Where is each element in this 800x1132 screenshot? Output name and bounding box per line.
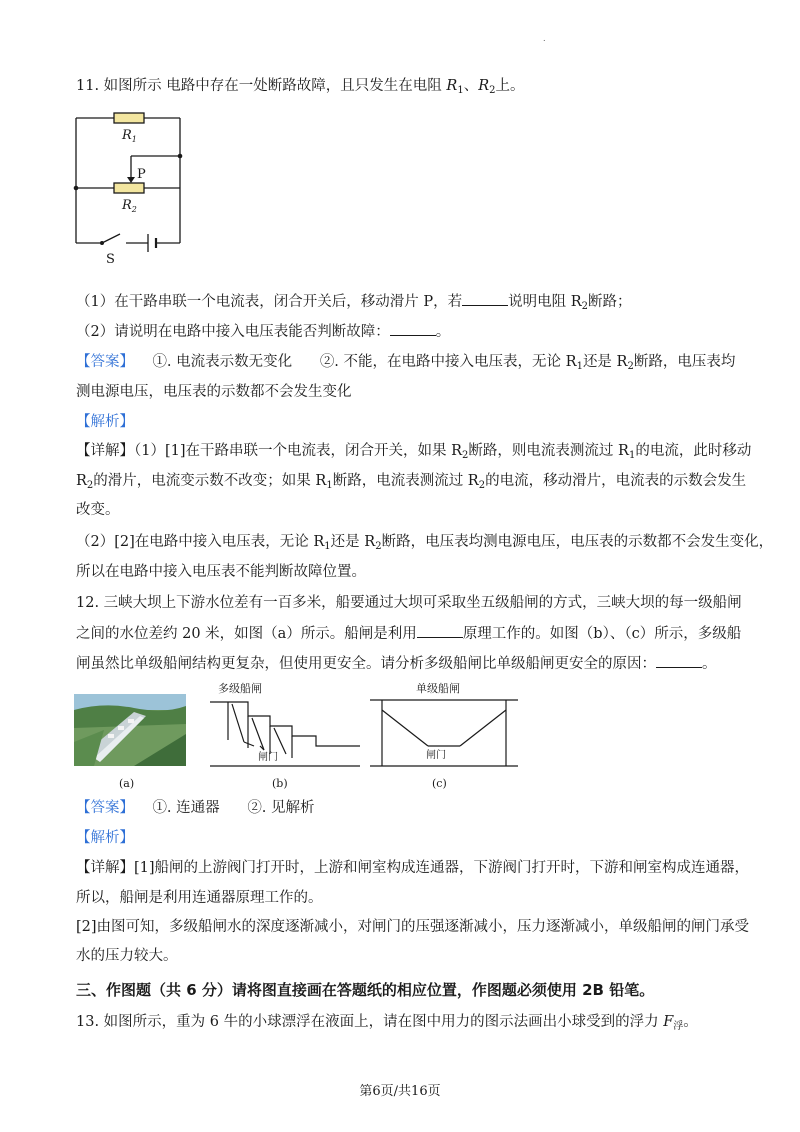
caption-a: (a) [119,777,135,790]
q13-stem: 13. 如图所示，重为 6 牛的小球漂浮在液面上，请在图中用力的图示法画出小球受到的浮力 $F_浮$。 [76,1014,698,1032]
q11-detail-4: （2）[2]在电路中接入电压表，无论 $R_1$还是 $R_2$断路，电压表均测电源电压，电压表的示数都不会发生变化， [76,534,774,552]
r1-label: $R_1$ [122,128,137,144]
q12-answer: 【答案】 ①. 连通器 ②. 见解析 [76,800,315,816]
q11-sub2: （2）请说明在电路中接入电压表能否判断故障： 。 [76,321,450,342]
answer-blank [417,623,463,638]
switch-label: S [106,252,115,267]
q11-answer-cont: 测电源电压，电压表的示数都不会发生变化 [76,384,352,400]
caption-b: (b) [272,777,288,790]
single-level-lock-diagram [368,680,522,772]
page-number: 第6页/共16页 [359,1084,441,1099]
answer-blank [390,321,436,336]
slider-label: P [137,167,146,182]
resistor-r1 [114,113,144,123]
slider-arrow-icon [127,177,135,183]
q12-detail-4: 水的压力较大。 [76,948,178,964]
answer-blank [656,653,702,668]
fig-c-gate-label: 闸门 [426,750,446,761]
q12-stem-2: 之间的水位差约 20 米，如图（a）所示。船闸是利用 原理工作的。如图（b）、（c）所示，多级船 [76,623,741,644]
caption-c: (c) [432,777,447,790]
q12-detail-2: 所以，船闸是利用连通器原理工作的。 [76,890,323,906]
q12-stem-3: 闸虽然比单级船闸结构更复杂，但使用更安全。请分析多级船闸比单级船闸更安全的原因： 。 [76,653,717,674]
q11-stem: 11. 如图所示 电路中存在一处断路故障，且只发生在电阻 $R_1$、$R_2$上。 [76,78,525,96]
fig-c-title: 单级船闸 [416,682,460,695]
switch-contact [100,241,104,245]
q11-analysis-tag: 【解析】 [76,414,134,430]
q11-answer: 【答案】 ①. 电流表示数无变化 ②. 不能，在电路中接入电压表，无论 $R_1$还是 $R_2$断路，电压表均 [76,354,736,372]
answer-tag: 【答案】 [76,800,134,816]
answer-blank [462,291,508,306]
q11-detail-5: 所以在电路中接入电压表不能判断故障位置。 [76,564,366,580]
ship-lock-photo [74,694,186,766]
q11-detail-2: $R_2$的滑片，电流变示数不改变；如果 $R_1$断路，电流表测流过 $R_2$的电流，移动滑片，电流表的示数会发生 [76,473,747,491]
circuit-diagram [66,108,196,270]
q12-stem-1: 12. 三峡大坝上下游水位差有一百多米，船要通过大坝可采取坐五级船闸的方式，三峡大坝的每一级船闸 [76,595,742,611]
q12-detail-3: [2]由图可知，多级船闸水的深度逐渐减小，对闸门的压强逐渐减小，压力逐渐减小，单级船闸的闸门承受 [76,919,750,935]
resistor-r2 [114,183,144,193]
corner-mark: . [543,34,546,43]
multi-level-lock-diagram [208,680,364,772]
answer-tag: 【答案】 [76,354,134,370]
q12-detail-1: 【详解】[1]船闸的上游阀门打开时，上游和闸室构成连通器，下游阀门打开时，下游和闸室构成连通器， [76,860,750,876]
q11-sub1: （1）在干路串联一个电流表，闭合开关后，移动滑片 P，若 说明电阻 $R_2$断路； [76,291,632,317]
fig-b-gate-label: 闸门 [258,752,278,763]
q11-detail-3: 改变。 [76,502,120,518]
section-heading: 三、作图题（共 6 分）请将图直接画在答题纸的相应位置，作图题必须使用 2B 铅笔。 [76,981,655,999]
q11-detail-1: 【详解】（1）[1]在干路串联一个电流表，闭合开关，如果 $R_2$断路，则电流表测流过 $R_1$的电流，此时移动 [76,443,752,461]
r2-label: $R_2$ [122,198,137,214]
fig-b-title: 多级船闸 [218,682,262,695]
q12-analysis-tag: 【解析】 [76,830,134,846]
